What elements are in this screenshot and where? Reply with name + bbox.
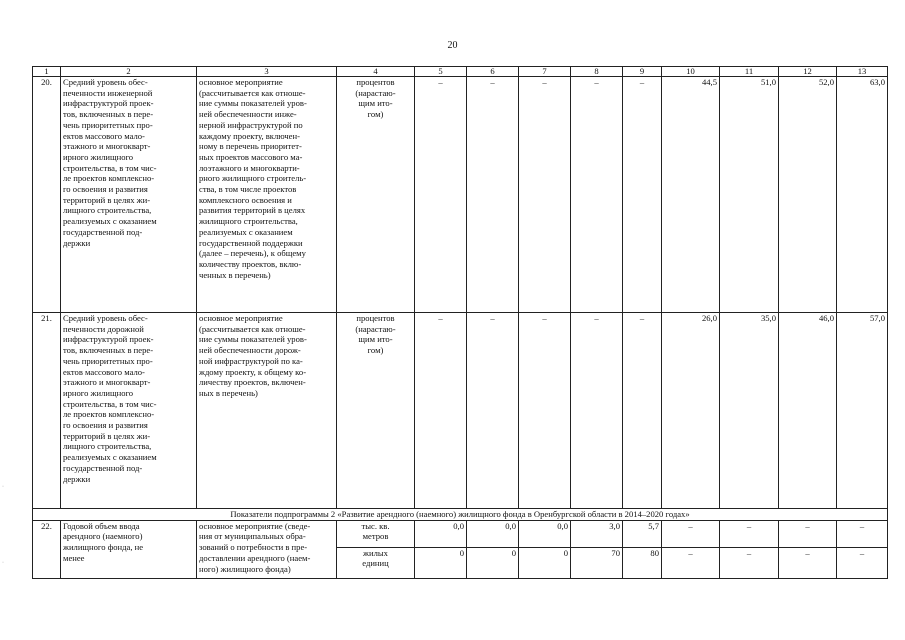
value-cell: – bbox=[837, 547, 888, 578]
column-number: 12 bbox=[779, 67, 837, 77]
indicator-basis: основное мероприятие (сведе- ния от муниципальных обра- зований о потребности в пре- доставлении арендного (наем- ного) жилищного фонда) bbox=[197, 520, 337, 578]
indicators-table bbox=[32, 66, 888, 579]
column-number: 1 bbox=[33, 67, 61, 77]
value-cell: – bbox=[519, 77, 571, 313]
value-cell: 0 bbox=[415, 547, 467, 578]
value-cell: – bbox=[415, 313, 467, 509]
column-number: 2 bbox=[61, 67, 197, 77]
indicator-name: Годовой объем ввода арендного (наемного) жилищного фонда, не менее bbox=[61, 520, 197, 578]
row-number: 20. bbox=[33, 77, 61, 313]
value-cell: – bbox=[779, 547, 837, 578]
indicator-unit: процентов (нарастаю- щим ито- гом) bbox=[337, 77, 415, 313]
value-cell: 52,0 bbox=[779, 77, 837, 313]
indicator-unit: процентов (нарастаю- щим ито- гом) bbox=[337, 313, 415, 509]
scan-margin-mark: · bbox=[2, 560, 4, 566]
column-number: 9 bbox=[623, 67, 662, 77]
value-cell: – bbox=[623, 313, 662, 509]
value-cell: 0,0 bbox=[519, 520, 571, 547]
column-number: 4 bbox=[337, 67, 415, 77]
value-cell: – bbox=[467, 77, 519, 313]
column-number: 13 bbox=[837, 67, 888, 77]
value-cell: 5,7 bbox=[623, 520, 662, 547]
value-cell: – bbox=[779, 520, 837, 547]
value-cell: – bbox=[571, 313, 623, 509]
value-cell: 0 bbox=[467, 547, 519, 578]
value-cell: – bbox=[837, 520, 888, 547]
column-numbers-row bbox=[33, 67, 888, 77]
indicator-name: Средний уровень обес- печенности инженерной инфраструктурой проек- тов, включенных в пере- чень приоритетных про- ектов массового мало- этажного и многокварт- ирного жилищного строительства, в том чис- ле проектов комплексно- го освоения и развития территорий в целях жи- лищного строительства, реализуемых с оказанием государственной под- держки bbox=[61, 77, 197, 313]
value-cell: – bbox=[623, 77, 662, 313]
value-cell: – bbox=[720, 520, 779, 547]
section-title: Показатели подпрограммы 2 «Развитие арендного (наемного) жилищного фонда в Оренбургской области в 2014–2020 годах» bbox=[33, 509, 888, 521]
value-cell: 70 bbox=[571, 547, 623, 578]
value-cell: 44,5 bbox=[662, 77, 720, 313]
value-cell: 0 bbox=[519, 547, 571, 578]
value-cell: 57,0 bbox=[837, 313, 888, 509]
value-cell: – bbox=[662, 547, 720, 578]
value-cell: – bbox=[662, 520, 720, 547]
indicator-unit: тыс. кв. метров bbox=[337, 520, 415, 547]
page-number: 20 bbox=[447, 40, 458, 51]
column-number: 3 bbox=[197, 67, 337, 77]
column-number: 8 bbox=[571, 67, 623, 77]
table-row bbox=[33, 520, 888, 547]
row-number: 22. bbox=[33, 520, 61, 578]
column-number: 7 bbox=[519, 67, 571, 77]
value-cell: 26,0 bbox=[662, 313, 720, 509]
value-cell: – bbox=[519, 313, 571, 509]
value-cell: – bbox=[467, 313, 519, 509]
scan-margin-mark: · bbox=[2, 484, 4, 490]
column-number: 6 bbox=[467, 67, 519, 77]
row-number: 21. bbox=[33, 313, 61, 509]
value-cell: 46,0 bbox=[779, 313, 837, 509]
table-row bbox=[33, 77, 888, 313]
column-number: 5 bbox=[415, 67, 467, 77]
value-cell: 80 bbox=[623, 547, 662, 578]
value-cell: 35,0 bbox=[720, 313, 779, 509]
value-cell: – bbox=[720, 547, 779, 578]
column-number: 10 bbox=[662, 67, 720, 77]
section-row bbox=[33, 509, 888, 521]
value-cell: 51,0 bbox=[720, 77, 779, 313]
table-row bbox=[33, 313, 888, 509]
indicator-name: Средний уровень обес- печенности дорожной инфраструктурой проек- тов, включенных в пере- чень приоритетных про- ектов массового мало- этажного и многокварт- ирного жилищного строительства, в том чис- ле проектов комплексно- го освоения и развития территорий в целях жи- лищного строительства, реализуемых с оказанием государственной под- держки bbox=[61, 313, 197, 509]
column-number: 11 bbox=[720, 67, 779, 77]
indicator-basis: основное мероприятие (рассчитывается как отноше- ние суммы показателей уров- ней обеспеченности дорож- ной инфраструктурой по ка- ждому проекту, к общему ко- личеству проектов, включен- ных в перечень) bbox=[197, 313, 337, 509]
value-cell: – bbox=[571, 77, 623, 313]
indicator-basis: основное мероприятие (рассчитывается как отноше- ние суммы показателей уров- ней обеспеченности инже- нерной инфраструктурой по каждому проекту, включен- ному в перечень приоритет- ных проектов массового ма- лоэтажного и многокварти- рного жилищного строитель- ства, в том числе проектов комплексного освоения и развития территорий в целях жилищного строительства, реализуемых с оказанием государственной поддержки (далее – перечень), к общему количеству проектов, вклю- ченных в перечень) bbox=[197, 77, 337, 313]
indicator-unit: жилых единиц bbox=[337, 547, 415, 578]
value-cell: 0,0 bbox=[415, 520, 467, 547]
value-cell: 3,0 bbox=[571, 520, 623, 547]
value-cell: – bbox=[415, 77, 467, 313]
value-cell: 0,0 bbox=[467, 520, 519, 547]
value-cell: 63,0 bbox=[837, 77, 888, 313]
